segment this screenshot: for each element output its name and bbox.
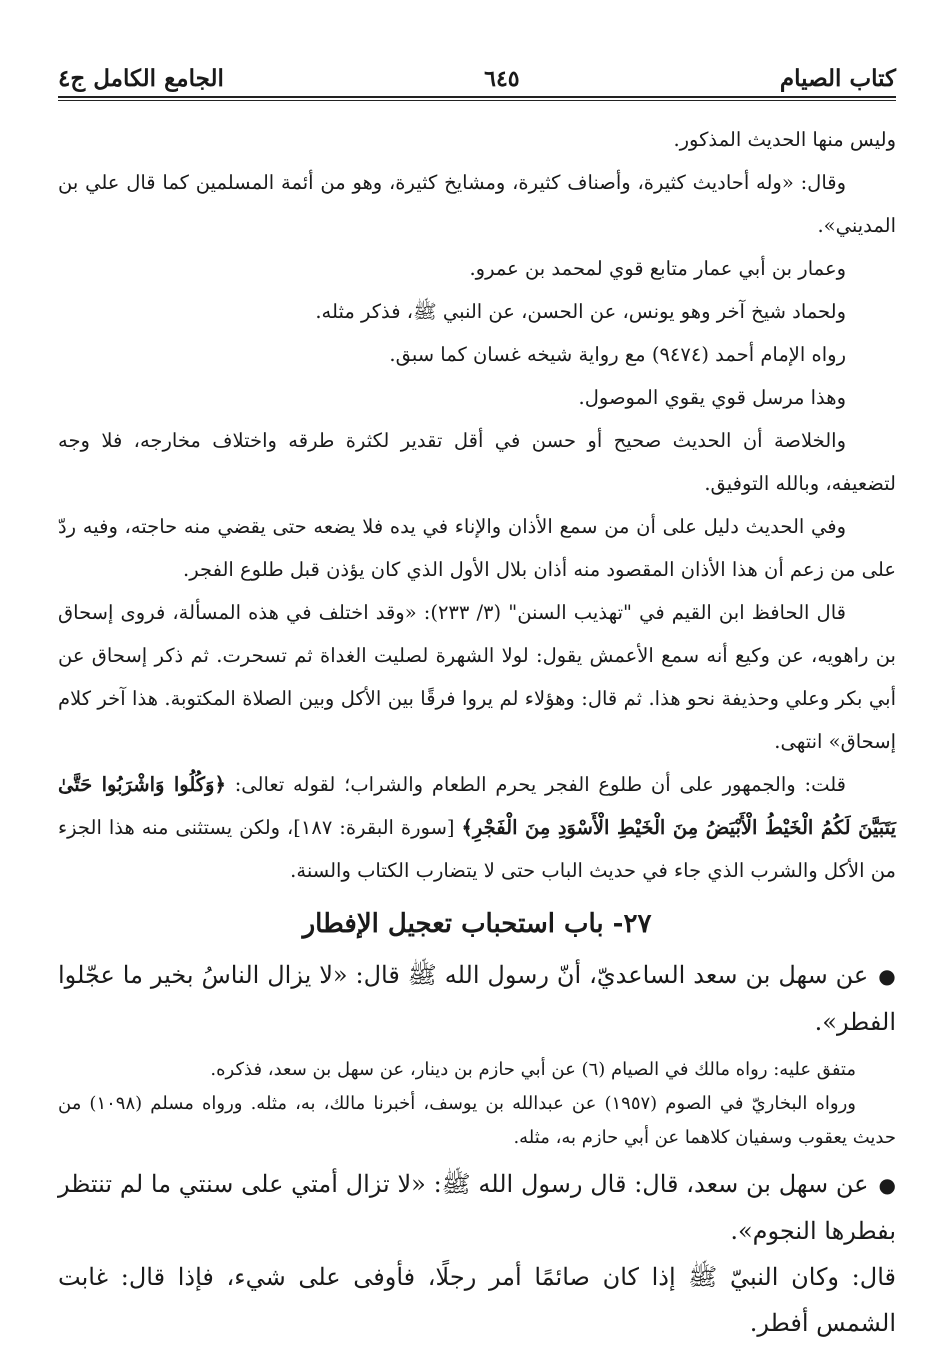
page-number: ٦٤٥: [484, 66, 520, 92]
hadith-continuation: قال: وكان النبيّ ﷺ إذا كان صائمًا أمر رجلًا، فأوفى على شيء، فإذا قال: غابت الشمس أفطر.: [58, 1263, 896, 1337]
commentary-paragraph: ولحماد شيخ آخر وهو يونس، عن الحسن، عن النبي ﷺ، فذكر مثله.: [315, 300, 846, 323]
commentary-section: [58, 118, 896, 892]
note-paragraph: متفق عليه: رواه مالك في الصيام (٦) عن أبي حازم بن دينار، عن سهل بن سعد، فذكره.: [210, 1059, 856, 1080]
commentary-paragraph: وفي الحديث دليل على أن من سمع الأذان والإناء في يده فلا يضعه حتى يقضي منه حاجته، وفيه ردّ على من زعم أن هذا الأذان المقصود منه أذان بلال الأول الذي كان يؤذن قبل طلوع الفجر.: [58, 515, 896, 581]
bullet-icon: ●: [878, 1173, 897, 1197]
book-title: كتاب الصيام: [779, 65, 896, 92]
commentary-paragraph: وعمار بن أبي عمار متابع قوي لمحمد بن عمرو.: [469, 257, 846, 280]
commentary-paragraph: قال الحافظ ابن القيم في "تهذيب السنن" (٣/ ٢٣٣): «وقد اختلف في هذه المسألة، فروى إسحاق بن راهويه، عن وكيع أنه سمع الأعمش يقول: لولا الشهرة لصليت الغداة ثم تسحرت. ثم ذكر إسحاق عن أبي بكر وعلي وحذيفة نحو هذا. ثم قال: وهؤلاء لم يروا فرقًا بين الأكل وبين الصلاة المكتوبة. هذا آخر كلام إسحاق» انتهى.: [58, 601, 896, 753]
hadith-block: [58, 1161, 896, 1346]
header-rule-thick: [58, 96, 896, 98]
qult-conclusion: [سورة البقرة: ١٨٧]، ولكن يستثنى منه هذا الجزء من الأكل والشرب الذي جاء في حديث الباب حتى لا يتضارب الكتاب والسنة.: [58, 816, 896, 882]
hadith-text: عن سهل بن سعد، قال: قال رسول الله ﷺ: «لا تزال أمتي على سنتي ما لم تنتظر بفطرها النجوم».: [58, 1170, 896, 1245]
qult-intro: قلت: والجمهور على أن طلوع الفجر يحرم الطعام والشراب؛ لقوله تعالى:: [225, 773, 846, 796]
hadith-block: [58, 952, 896, 1045]
takhrij-notes: [58, 1053, 896, 1155]
header-rule-thin: [58, 100, 896, 101]
qult-paragraph: [58, 763, 896, 892]
running-header: [58, 52, 896, 92]
quran-verse: ﴿وَكُلُوا وَاشْرَبُوا حَتَّىٰ يَتَبَيَّنَ لَكُمُ الْخَيْطُ الْأَبْيَضُ مِنَ الْخَيْطِ الْأَسْوَدِ مِنَ الْفَجْرِ﴾: [58, 773, 896, 839]
book-page: [58, 0, 896, 1372]
chapter-heading: ٢٧- باب استحباب تعجيل الإفطار: [302, 909, 652, 939]
commentary-paragraph: وليس منها الحديث المذكور.: [673, 128, 896, 151]
page-body: [58, 118, 896, 1346]
commentary-paragraph: رواه الإمام أحمد (٩٤٧٤) مع رواية شيخه غسان كما سبق.: [389, 343, 846, 366]
note-paragraph: ورواه البخاريّ في الصوم (١٩٥٧) عن عبدالله بن يوسف، أخبرنا مالك، به، مثله. ورواه مسلم (١٠٩٨) من حديث يعقوب وسفيان كلاهما عن أبي حازم به، مثله.: [58, 1093, 896, 1148]
commentary-paragraph: والخلاصة أن الحديث صحيح أو حسن في أقل تقدير لكثرة طرقه واختلاف مخارجه، فلا وجه لتضعيفه، وبالله التوفيق.: [58, 429, 896, 495]
collection-title: الجامع الكامل ج٤: [58, 65, 224, 92]
hadith-text: عن سهل بن سعد الساعديّ، أنّ رسول الله ﷺ قال: «لا يزال الناسُ بخير ما عجّلوا الفطر».: [58, 961, 896, 1036]
commentary-paragraph: وهذا مرسل قوي يقوي الموصول.: [578, 386, 846, 409]
commentary-paragraph: وقال: «وله أحاديث كثيرة، وأصناف كثيرة، ومشايخ كثيرة، وهو من أئمة المسلمين كما قال علي بن المديني».: [58, 171, 896, 237]
bullet-icon: ●: [878, 964, 896, 988]
